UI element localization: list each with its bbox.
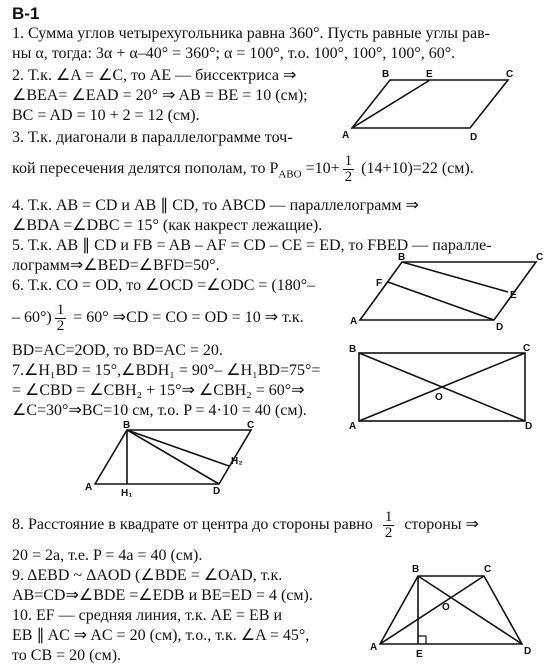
label-O: O xyxy=(442,602,450,613)
problem-4-line-1: 4. Т.к. AB = CD и AB ∥ CD, то ABCD — параллелограмм ⇒ xyxy=(12,197,419,214)
label-A: A xyxy=(349,421,357,432)
problem-5-line-2: лограмм⇒∠BED=∠BFD=50°. xyxy=(12,257,220,274)
figure-6-rectangle xyxy=(345,343,540,432)
figure-2-parallelogram xyxy=(340,66,540,146)
label-A: A xyxy=(342,130,350,141)
label-B: B xyxy=(349,344,357,355)
label-B: B xyxy=(382,69,390,80)
figure-5-parallelogram xyxy=(340,252,545,332)
label-C: C xyxy=(247,420,255,431)
label-A: A xyxy=(370,642,378,653)
label-E: E xyxy=(510,290,517,301)
problem-2-line-3: BC = AD = 10 + 2 = 12 (см). xyxy=(12,107,200,124)
fraction-one-half: $\frac{1}{2}$ xyxy=(384,509,393,541)
label-D: D xyxy=(496,322,504,333)
label-C: C xyxy=(484,564,492,575)
problem-5-line-1: 5. Т.к. AB ∥ CD и FB = AB – AF = CD – CE = ED, то FBED — паралле- xyxy=(12,237,492,254)
label-O: O xyxy=(435,392,443,403)
problem-6-line-2: – 60°) $\frac{1}{2}$ = 60° ⇒CD = CO = OD = 10 ⇒ т.к. xyxy=(12,302,304,334)
problem-3-line-1: 3. Т.к. диагонали в параллелограмме точ- xyxy=(12,129,293,146)
problem-7-line-3: ∠C=30°⇒BC=10 см, т.о. P = 4·10 = 40 (см). xyxy=(12,402,307,419)
label-C: C xyxy=(506,69,514,80)
label-C: C xyxy=(536,252,544,263)
label-A: A xyxy=(350,316,358,327)
figure-9-trapezoid xyxy=(368,562,544,662)
label-A: A xyxy=(85,482,93,493)
label-C: C xyxy=(523,343,531,354)
problem-1-line-1: 1. Сумма углов четырехугольника равна 360°. Пусть равные углы рав- xyxy=(12,25,490,42)
label-B: B xyxy=(412,564,420,575)
label-D: D xyxy=(470,132,478,143)
label-F: F xyxy=(376,278,383,289)
problem-9-line-1: 9. ΔEBD ~ ΔAOD (∠BDE = ∠OAD, т.к. xyxy=(12,567,283,584)
problem-10-line-1: 10. EF — средняя линия, т.к. AE = EB и xyxy=(12,607,283,624)
variant-header: В-1 xyxy=(12,4,40,23)
problem-7-line-2: = ∠CBD = ∠CBH₂ + 15°⇒ ∠CBH₂ = 60°⇒ xyxy=(12,382,305,399)
label-H2: H₂ xyxy=(231,456,243,467)
label-B: B xyxy=(398,252,406,263)
label-H1: H₁ xyxy=(121,488,133,499)
problem-6-line-3: BD=AC=2OD, то BD=AC = 20. xyxy=(12,342,223,359)
label-D: D xyxy=(213,486,221,497)
problem-2-line-1: 2. Т.к. ∠A = ∠C, то AE — биссектриса ⇒ xyxy=(12,67,297,84)
label-D: D xyxy=(524,646,532,657)
figure-7-rhombus xyxy=(85,420,260,500)
label-E: E xyxy=(426,69,433,80)
problem-3-line-2: кой пересечения делятся пополам, то $P_{ABO} =10+$ $\frac{1}{2}$ (14+10)=22 (см). xyxy=(12,153,474,185)
problem-8-line-2: 20 = 2a, т.е. P = 4a = 40 (см). xyxy=(12,547,203,564)
problem-1-line-2: ны α, тогда: 3α + α–40° = 360°; α = 100°, т.о. 100°, 100°, 100°, 60°. xyxy=(12,45,456,62)
fraction-one-half: $\frac{1}{2}$ xyxy=(344,153,353,185)
fraction-one-half: $\frac{1}{2}$ xyxy=(56,302,65,334)
problem-8-line-1: 8. Расстояние в квадрате от центра до стороны равно $\frac{1}{2}$ стороны ⇒ xyxy=(12,509,479,541)
problem-10-line-2: EB ∥ AC ⇒ AC = 20 (см), т.о., т.к. ∠A = 45°, xyxy=(12,627,310,644)
problem-6-line-1: 6. Т.к. CO = OD, то ∠OCD =∠ODC = (180°– xyxy=(12,277,316,294)
problem-2-line-2: ∠BEA= ∠EAD = 20° ⇒ AB = BE = 10 (см); xyxy=(12,87,308,104)
problem-7-line-1: 7.∠H₁BD = 15°,∠BDH₁ = 90°– ∠H₁BD=75°= xyxy=(12,362,321,379)
label-D: D xyxy=(525,421,533,432)
problem-9-line-2: AB=CD⇒∠BDE =∠EDB и BE=ED = 4 (см). xyxy=(12,587,313,604)
problem-4-line-2: ∠BDA =∠DBC = 15° (как накрест лежащие). xyxy=(12,217,323,234)
label-B: B xyxy=(123,420,131,431)
problem-10-line-3: то CB = 20 (см). xyxy=(12,647,122,664)
label-E: E xyxy=(416,649,423,660)
